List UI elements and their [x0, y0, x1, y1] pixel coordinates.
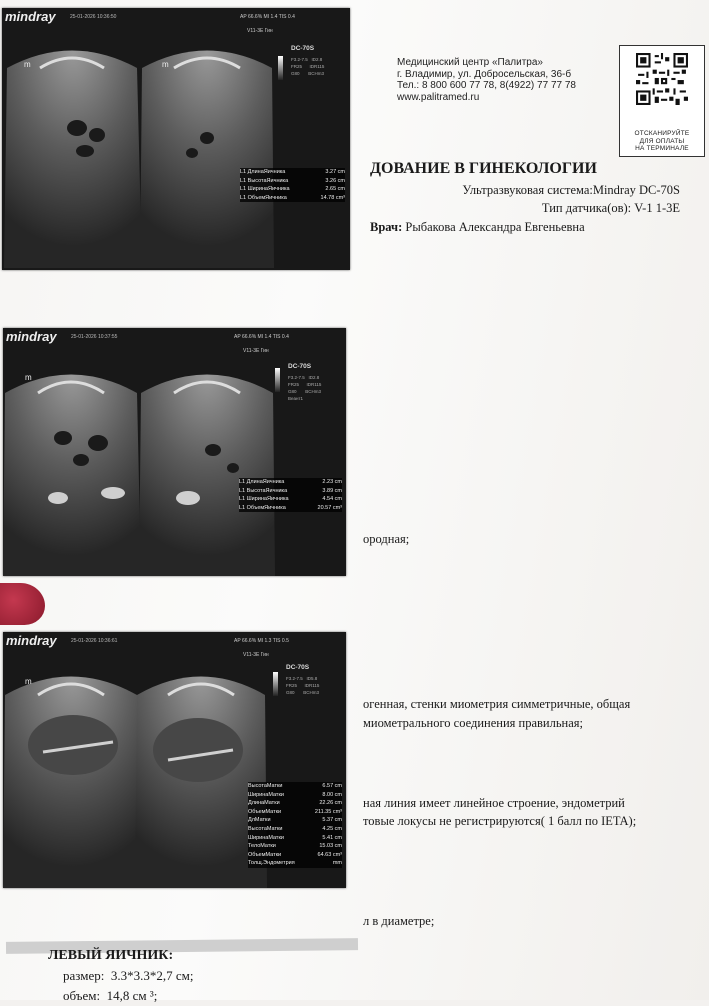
probe-type: Тип датчика(ов): V-1 1-3E — [541, 201, 680, 215]
measurement-row: L1 ОбъемЯичника 20.57 cm³ — [239, 504, 342, 511]
clinic-header — [397, 57, 576, 103]
measurement-row: ВысотаМатки 6.57 cm — [248, 783, 342, 789]
sonogram-pair — [3, 368, 278, 576]
left-ovary-heading: ЛЕВЫЙ ЯИЧНИК: — [48, 948, 174, 963]
left-ovary-volume: объем: 14,8 см ³; — [63, 988, 158, 1003]
report-title: ДОВАНИЕ В ГИНЕКОЛОГИИ — [370, 160, 597, 177]
measurement-row: ДлинаМатки 22.26 cm — [248, 800, 342, 807]
report-line-2: огенная, стенки миометрия симметричные, общая — [363, 697, 631, 711]
ultrasound-image-2: mindray 25-01-2026 10:37:55 AP 66.6% MI 1.4 TIS 0.4 V11-3E Гин DC-70S F3.2-7.5 ID2.8 FR25 IDR115 G80 BCHm3 Веант1 m L1 ДлинаЯичника 2.23 cm L1 ВысотаЯичника 3.89 cm L1 ШиринаЯичника 4.54 cm L1 ОбъемЯичника 20.57 cm³ — [3, 328, 346, 576]
doctor-line: Врач: Рыбакова Александра Евгеньевна — [370, 220, 585, 234]
report-line-1: ородная; — [363, 532, 410, 546]
grayscale-bar — [273, 672, 278, 696]
report-line-6: л в диаметре; — [363, 914, 435, 928]
clinic-name: Медицинский центр «Палитра» — [397, 57, 543, 68]
clinic-address: г. Владимир, ул. Добросельская, 36-б — [397, 68, 572, 80]
ultrasound-image-1: mindray 25-01-2026 10:36:50 AP 66.6% MI 1.4 TIS 0.4 V11-3E Гин DC-70S F3.2-7.5 ID2.8 FR25 IDR115 G80 BCHm3 m m L1 ДлинаЯичника 3.27 cm L1 ВысотаЯичника 3.26 cm L1 ШиринаЯичника 2.65 cm L1 ОбъемЯичника 14.78 cm³ — [2, 8, 350, 270]
measurement-row: ТелоМатки 15.03 cm — [248, 843, 342, 850]
ultrasound-image-3: mindray 25-01-2026 10:36:61 AP 66.6% MI 1.3 TIS 0.5 V11-3E Гин DC-70S F3.2-7.5 ID5.8 FR25 IDR115 G80 BCHm3 m ВысотаМатки 6.57 cm ШиринаМатки 8.00 cm ДлинаМатки 22.26 cm ОбъемМатки 211.35 cm³ ДлМатки 5.37 cm ВысотаМатки 4.25 cm ШиринаМатки 5.41 cm ТелоМатки 15.03 cm ОбъемМатки 64.63 cm³ Толщ.Эндометрия mm — [3, 632, 346, 888]
clinic-phone: Тел.: 8 800 600 77 78, 8(4922) 77 77 78 — [397, 80, 576, 91]
measurement-row: L1 ДлинаЯичника 2.23 cm — [239, 479, 342, 485]
measurement-row: L1 ШиринаЯичника 4.54 cm — [239, 496, 342, 503]
measurement-row: Толщ.Эндометрия mm — [248, 860, 342, 867]
report-line-4: ная линия имеет линейное строение, эндометрий — [363, 796, 625, 810]
measurement-row: L1 ВысотаЯичника 3.89 cm — [239, 487, 342, 494]
measurement-row: L1 ДлинаЯичника 3.27 cm — [240, 169, 345, 175]
report-line-5: товые локусы не регистрируются( 1 балл по IETA); — [363, 814, 637, 828]
doctor-name: Рыбакова Александра Евгеньевна — [405, 220, 585, 234]
measurement-panel-1 — [240, 168, 345, 202]
left-ovary-section — [48, 946, 193, 1006]
report-line-3: миометрального соединения правильная; — [363, 716, 584, 730]
payment-qr-code — [619, 45, 705, 157]
clinic-website: www.palitramed.ru — [397, 91, 480, 103]
red-stamp-fragment — [0, 583, 45, 625]
measurement-row: ОбъемМатки 211.35 cm³ — [248, 808, 342, 815]
measurement-row: ШиринаМатки 5.41 cm — [248, 834, 342, 841]
measurement-row: ШиринаМатки 8.00 cm — [248, 791, 342, 798]
qr-code-icon — [636, 53, 688, 105]
sonogram-pair — [2, 43, 282, 270]
measurement-row: L1 ВысотаЯичника 3.26 cm — [240, 177, 345, 184]
qr-caption: ОТСКАНИРУЙТЕ ДЛЯ ОПЛАТЫ НА ТЕРМИНАЛЕ — [634, 130, 690, 152]
measurement-row: ОбъемМатки 64.63 cm³ — [248, 851, 342, 858]
measurement-row: ДлМатки 5.37 cm — [248, 817, 342, 824]
measurement-row: L1 ОбъемЯичника 14.78 cm³ — [240, 194, 345, 201]
measurement-row: ВысотаМатки 4.25 cm — [248, 825, 342, 832]
measurement-panel-3 — [248, 782, 342, 868]
sonogram-pair — [3, 670, 268, 888]
left-ovary-size: размер: 3.3*3.3*2,7 см; — [63, 968, 194, 983]
measurement-row: L1 ШиринаЯичника 2.65 cm — [240, 186, 345, 193]
ultrasound-system: Ультразвуковая система:Mindray DC-70S — [462, 183, 680, 197]
measurement-panel-2 — [239, 478, 342, 512]
